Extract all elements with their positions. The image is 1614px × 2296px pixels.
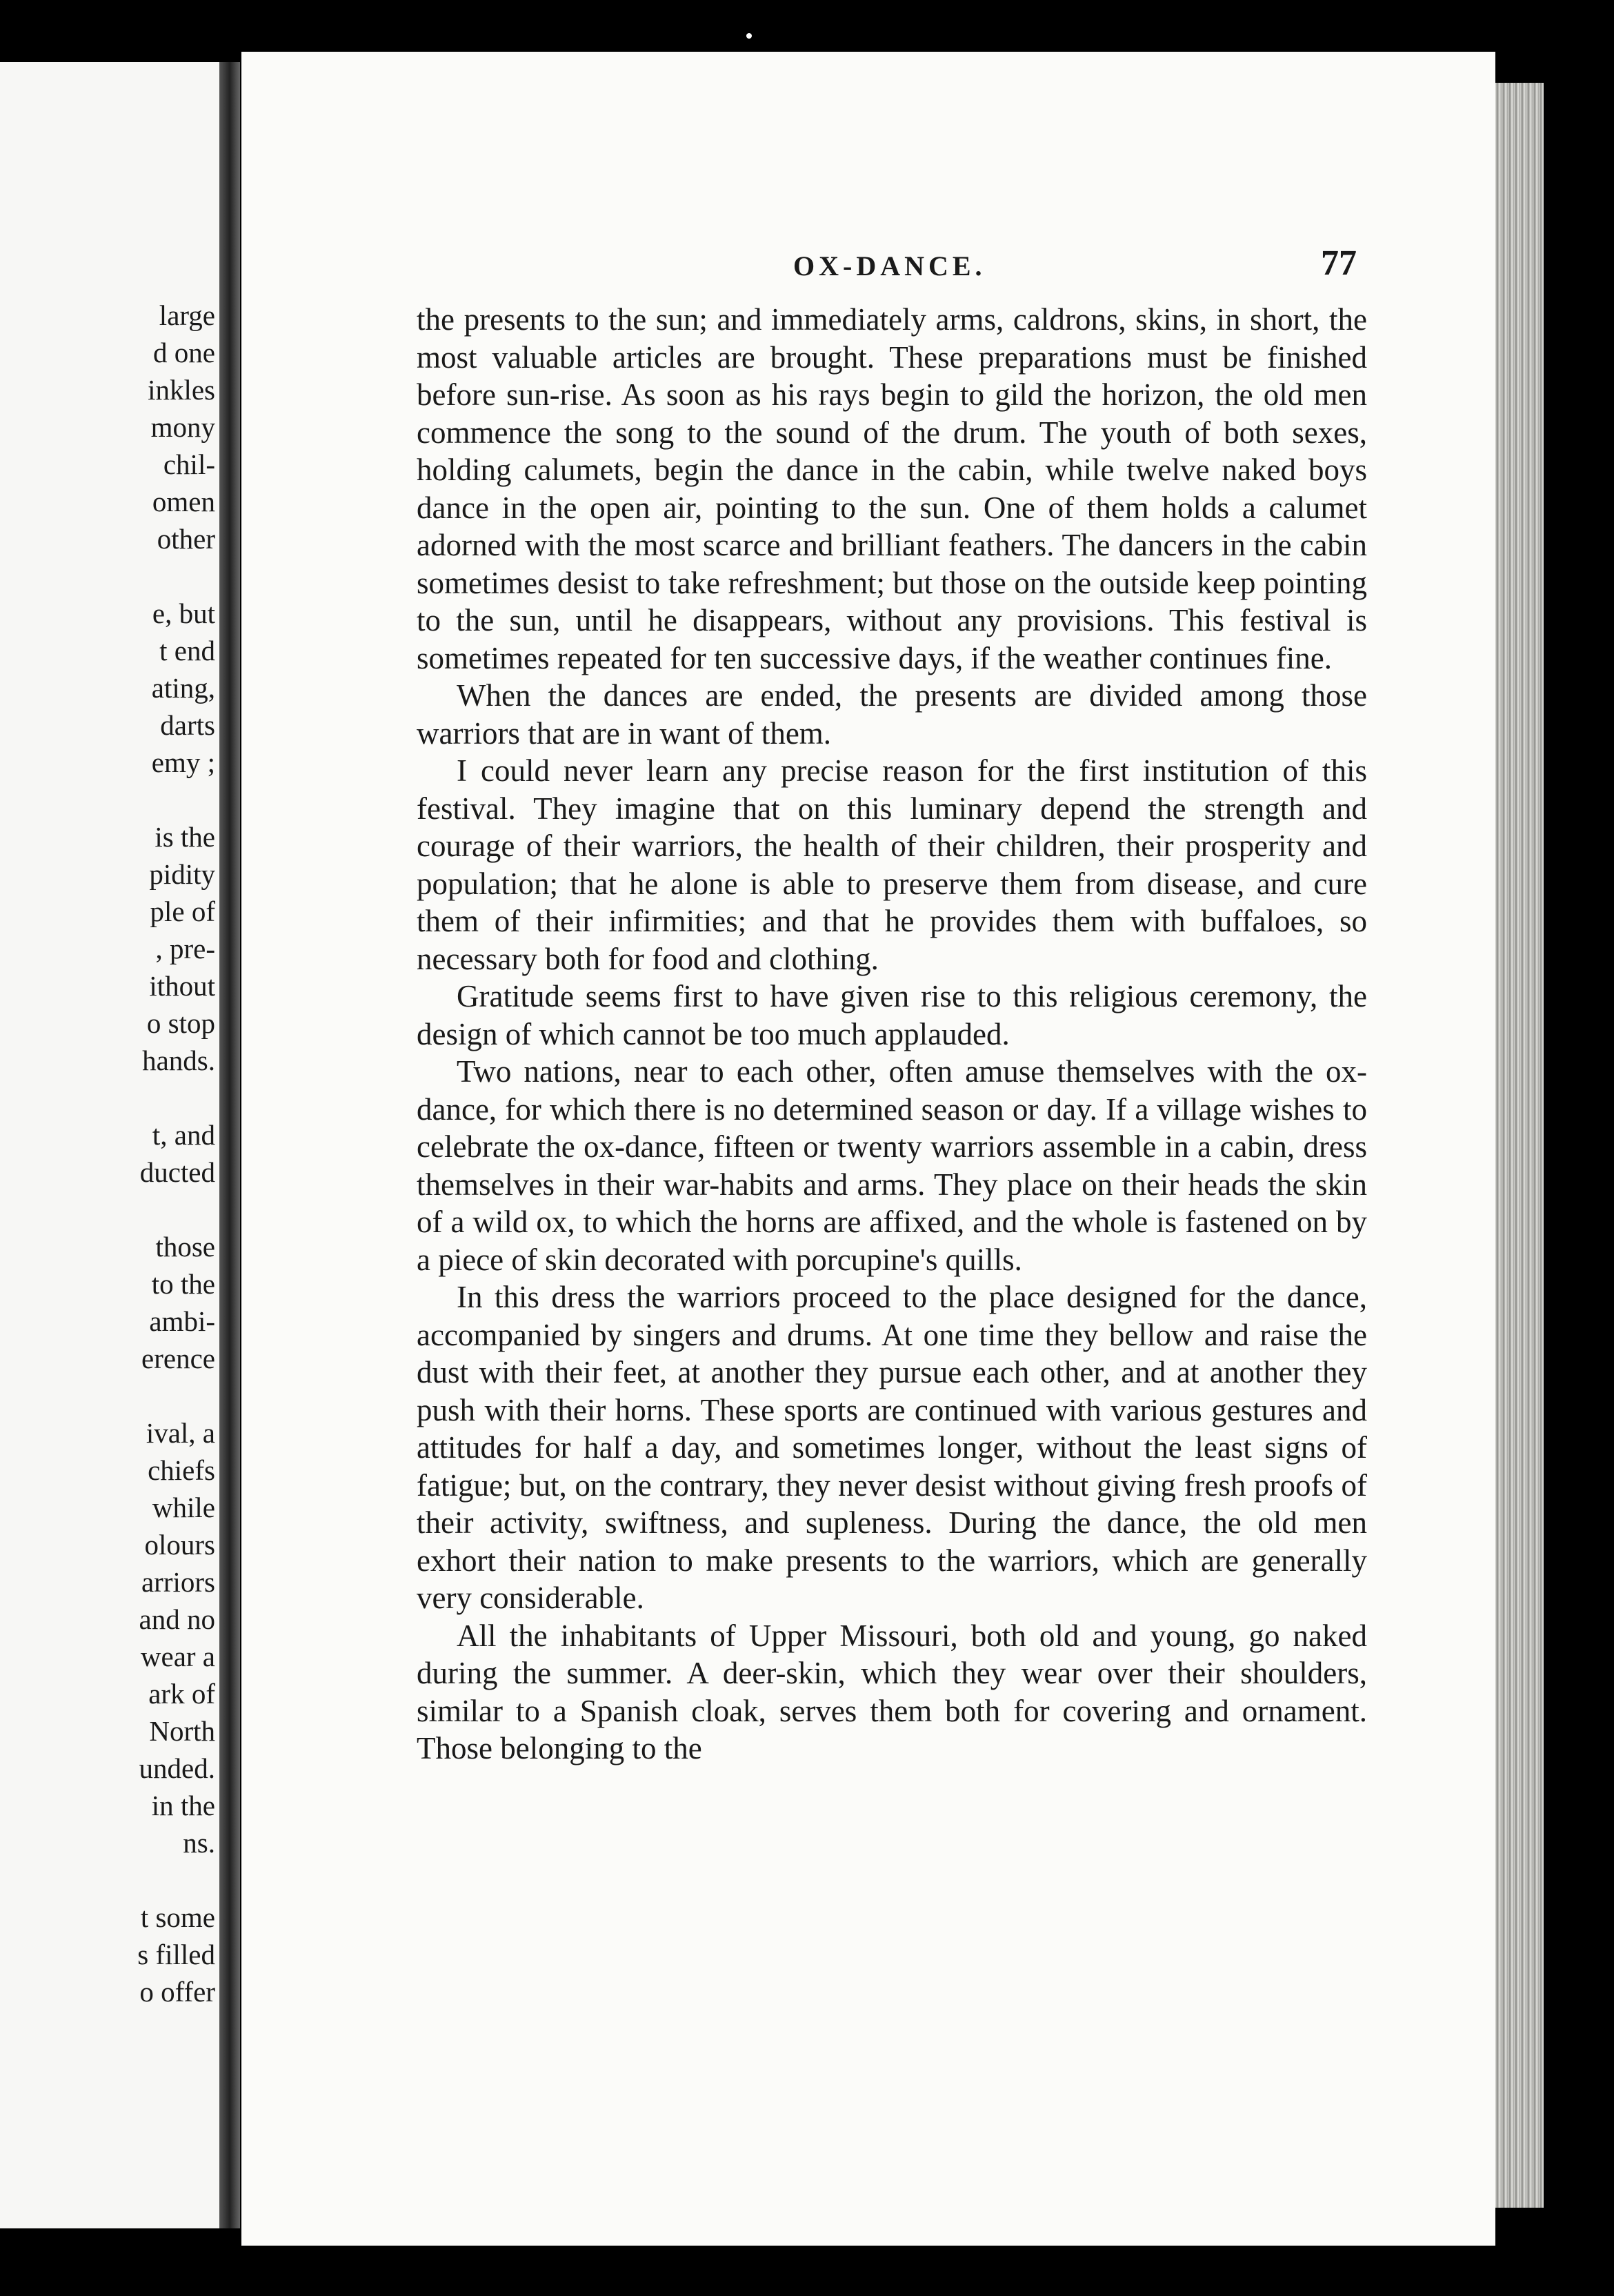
left-page-line: t end (159, 635, 215, 666)
left-page-line: other (157, 523, 215, 555)
left-page-line: d one (153, 337, 215, 368)
left-page-line: large (159, 299, 215, 331)
left-page-line: ating, (151, 672, 215, 704)
left-page-line (137, 781, 215, 818)
left-page-line: ival, a (146, 1417, 215, 1449)
paragraph-5: Two nations, near to each other, often amuse themselves with the ox-dance, for which there is no determined season or day. If a village wishes to celebrate the ox-dance, fifteen or twenty warriors assemble in a cabin, dress themselves in their war-habits and arms. They place on their heads the skin of a wild ox, to which the horns are affixed, and the whole is fastened on by a piece of skin decorated with porcupine's quills. (417, 1054, 1367, 1277)
left-page-line: to the (151, 1268, 215, 1300)
left-page-line: emy ; (151, 746, 215, 778)
left-page-line: darts (160, 709, 215, 741)
paragraph-6: In this dress the warriors proceed to the place designed for the dance, accompanied by singers and drums. At one time they bellow and raise the dust with their feet, at another they pursue each other, and at another they push with their horns. These sports are continued with various gestures and attitudes for half a day, and sometimes longer, without the least signs of fatigue; but, on the contrary, they never desist without giving fresh proofs of their activity, swiftness, and supleness. During the dance, the old men exhort their nation to make presents to the warriors, which are generally very considerable. (417, 1280, 1367, 1615)
left-page-line: and no (139, 1603, 215, 1635)
left-page-line: o offer (139, 1976, 215, 2008)
left-page-line (137, 557, 215, 595)
left-page-line: those (155, 1231, 215, 1263)
paragraph-2: When the dances are ended, the presents are divided among those warriors that are in want of them. (417, 678, 1367, 751)
paragraph-3: I could never learn any precise reason for the first institution of this festival. They imagine that on this luminary depend the strength and courage of their warriors, the health of their children, their prosperity and population; that he alone is able to preserve them from disease, and cure them of their infirmities; and that he provides them with buffaloes, so necessary both for food and clothing. (417, 753, 1367, 976)
left-page-line: o stop (146, 1007, 215, 1039)
left-page-line (137, 1861, 215, 1899)
left-page-line (137, 1191, 215, 1228)
left-page-line: wear a (140, 1641, 215, 1672)
left-page-line: is the (155, 821, 215, 853)
left-page-line: t some (140, 1901, 215, 1933)
left-page-line: e, but (152, 597, 215, 629)
left-page-fragment (0, 62, 219, 2228)
left-page-line: ambi- (149, 1305, 215, 1337)
left-page-line (137, 1377, 215, 1414)
left-page-line: hands. (142, 1045, 215, 1076)
left-page-line: chiefs (148, 1454, 215, 1486)
left-page-line: , pre- (155, 933, 215, 964)
page-edges (1495, 83, 1544, 2208)
left-page-line: ple of (150, 895, 215, 927)
left-page-line: arriors (141, 1566, 215, 1598)
paragraph-7: All the inhabitants of Upper Missouri, both old and young, go naked during the summer. A deer-skin, which they wear over their shoulders, similar to a Spanish cloak, serves them both for covering and ornament. Those belonging to the (417, 1618, 1367, 1765)
left-page-line: s filled (137, 1939, 215, 1970)
left-page-line: mony (150, 411, 215, 443)
running-title: OX-DANCE. (793, 250, 986, 281)
left-page-line: omen (152, 486, 215, 517)
page-number: 77 (1321, 244, 1357, 283)
left-page-line: ark of (148, 1678, 215, 1710)
left-page-line: unded. (139, 1752, 215, 1784)
left-page-line: ithout (149, 970, 215, 1002)
paragraph-4: Gratitude seems first to have given rise to this religious ceremony, the design of which cannot be too much applauded. (417, 979, 1367, 1051)
left-page-line (137, 1079, 215, 1116)
left-page-line: inkles (148, 374, 215, 406)
left-page-line: ns. (183, 1827, 215, 1859)
paragraph-1: the presents to the sun; and immediately arms, caldrons, skins, in short, the most valuable articles are brought. These preparations must be finished before sun-rise. As soon as his rays begin to gild the horizon, the old men commence the song to the sound of the drum. The youth of both sexes, holding calumets, begin the dance in the cabin, while twelve naked boys dance in the open air, pointing to the sun. One of them holds a calumet adorned with the most scarce and brilliant feathers. The dancers in the cabin sometimes desist to take refreshment; but those on the outside keep pointing to the sun, until he disappears, without any provisions. This festival is sometimes repeated for ten successive days, if the weather continues fine. (417, 302, 1367, 675)
left-page-line: erence (141, 1343, 215, 1374)
left-page-line: t, and (152, 1119, 215, 1151)
left-page-line: in the (151, 1790, 215, 1821)
left-page-line: pidity (149, 858, 215, 890)
scan-speck (746, 33, 752, 39)
left-page-line: North (149, 1715, 215, 1747)
left-page-lines (137, 297, 215, 2010)
left-page-line: ducted (139, 1156, 215, 1188)
left-page-line: olours (144, 1529, 215, 1561)
body-text (417, 301, 1367, 1768)
left-page-line: while (152, 1492, 215, 1523)
book-gutter (219, 62, 240, 2228)
left-page-line: chil- (163, 448, 215, 480)
